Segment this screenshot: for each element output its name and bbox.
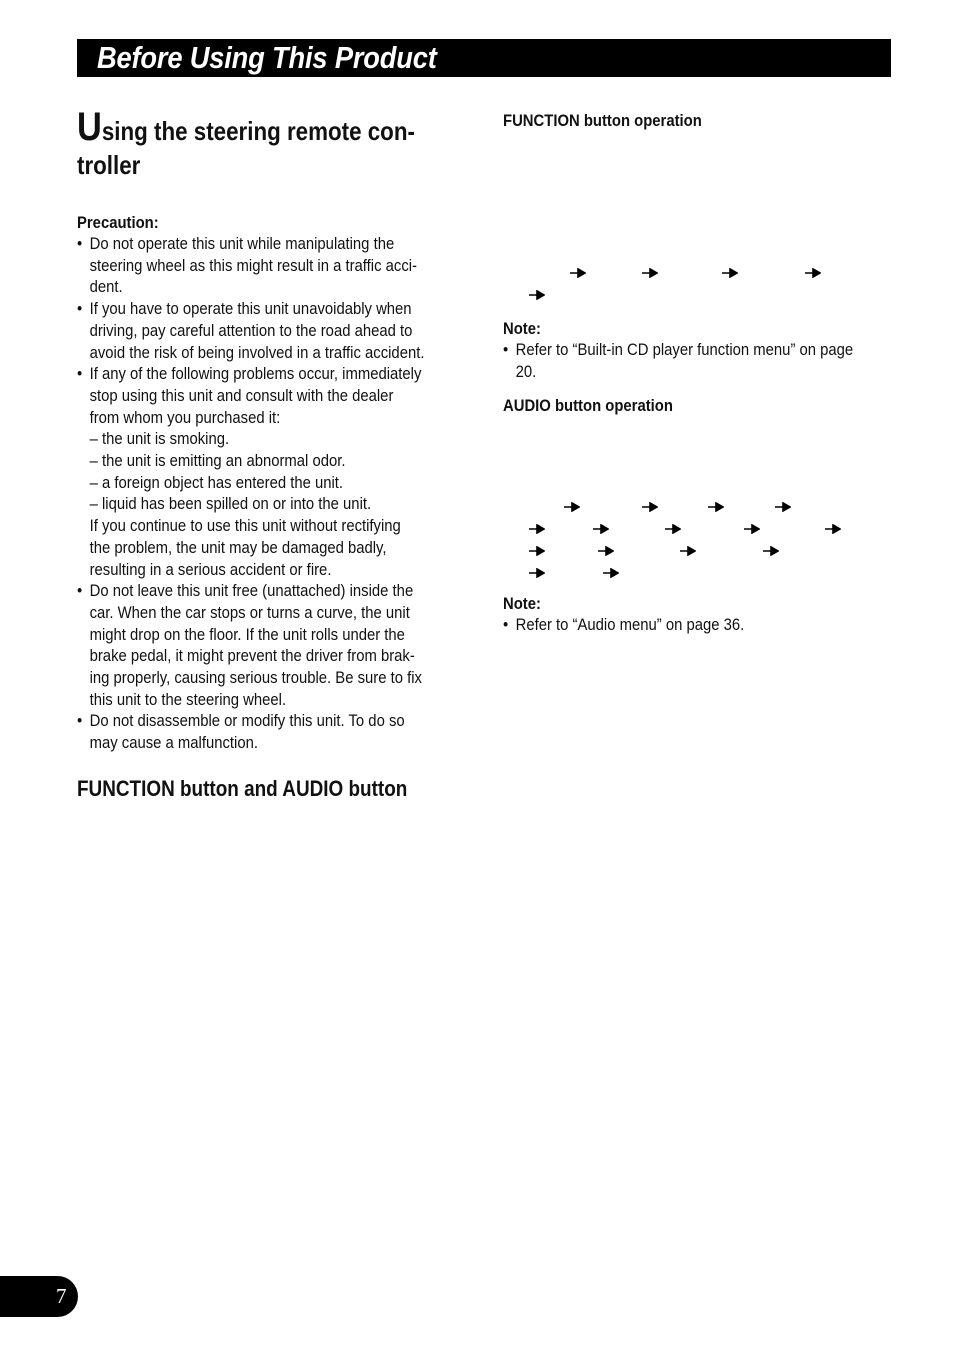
text-line: Do not leave this unit free (unattached) inside the: [89, 582, 414, 601]
bullet-icon: •: [77, 235, 83, 253]
function-note: [503, 340, 890, 383]
arrow-right-icon: [564, 502, 580, 512]
note-item: [503, 340, 890, 383]
arrow-right-icon: [665, 524, 681, 534]
text-line: dent.: [89, 278, 123, 297]
section-title-line1: sing the steering remote con-: [101, 116, 415, 146]
arrow-right-icon: [593, 524, 609, 534]
bullet-icon: •: [503, 616, 509, 635]
text-line: from whom you purchased it:: [89, 408, 281, 427]
problem-item: – a foreign object has entered the unit.: [89, 473, 344, 492]
precaution-item-1: [77, 234, 464, 299]
audio-sequence: [503, 417, 893, 593]
arrow-right-icon: [744, 524, 760, 534]
precaution-item-3: [77, 364, 464, 429]
problem-item: – the unit is smoking.: [89, 430, 230, 449]
bullet-icon: •: [77, 365, 83, 384]
audio-note: [503, 615, 890, 637]
text-line: this unit to the steering wheel.: [89, 690, 287, 709]
arrow-right-icon: [722, 268, 738, 278]
arrow-right-icon: [603, 568, 619, 578]
text-line: Do not operate this unit while manipulating the: [89, 235, 395, 253]
text-line: If you have to operate this unit unavoidably when: [89, 300, 412, 319]
audio-note-label: Note:: [503, 595, 541, 614]
arrow-right-icon: [529, 568, 545, 578]
note-item: [503, 615, 890, 637]
precaution-list: [77, 234, 464, 755]
arrow-right-icon: [825, 524, 841, 534]
text-line: 20.: [515, 362, 537, 381]
page-number: 7: [56, 1284, 67, 1308]
precaution-item-2: [77, 299, 464, 364]
arrow-right-icon: [763, 546, 779, 556]
function-note-label: Note:: [503, 320, 541, 338]
text-line: stop using this unit and consult with the dealer: [89, 386, 394, 405]
text-line: may cause a malfunction.: [89, 734, 258, 753]
text-line: Refer to “Built-in CD player function menu” on page: [515, 341, 854, 359]
arrow-right-icon: [642, 268, 658, 278]
page-number-tab: [0, 1276, 78, 1317]
subsection-title: FUNCTION button and AUDIO button: [77, 775, 408, 801]
text-line: If any of the following problems occur, immediately: [89, 365, 422, 384]
audio-op-title: AUDIO button operation: [503, 397, 673, 416]
function-op-title: FUNCTION button operation: [503, 112, 702, 130]
text-line: brake pedal, it might prevent the driver from brak-: [89, 647, 415, 666]
text-line: avoid the risk of being involved in a traffic accident.: [89, 343, 425, 362]
bullet-icon: •: [77, 582, 83, 601]
arrow-right-icon: [529, 524, 545, 534]
text-line: ing properly, causing serious trouble. Be sure to fix: [89, 669, 422, 688]
text-line: the problem, the unit may be damaged badly,: [89, 538, 387, 557]
arrow-right-icon: [708, 502, 724, 512]
function-sequence: [503, 132, 893, 296]
precaution-label: Precaution:: [77, 214, 159, 232]
arrow-right-icon: [805, 268, 821, 278]
bullet-icon: •: [77, 712, 83, 731]
page-header-title: Before Using This Product: [97, 40, 437, 75]
bullet-icon: •: [77, 300, 83, 319]
arrow-right-icon: [642, 502, 658, 512]
problem-item: – liquid has been spilled on or into the unit.: [89, 495, 372, 514]
text-line: Do not disassemble or modify this unit. To do so: [89, 712, 405, 731]
precaution-item-5: [77, 711, 464, 754]
right-column: [503, 110, 893, 637]
text-line: steering wheel as this might result in a traffic acci-: [89, 256, 417, 275]
arrow-right-icon: [775, 502, 791, 512]
precaution-item-4: [77, 581, 464, 711]
arrow-right-icon: [680, 546, 696, 556]
text-line: car. When the car stops or turns a curve, the unit: [89, 603, 410, 622]
section-title-line2: troller: [77, 150, 141, 180]
arrow-right-icon: [529, 546, 545, 556]
text-line: might drop on the floor. If the unit rolls under the: [89, 625, 405, 644]
bullet-icon: •: [503, 341, 509, 359]
arrow-right-icon: [570, 268, 586, 278]
left-column: [77, 105, 462, 803]
text-line: resulting in a serious accident or fire.: [89, 560, 332, 579]
text-line: Refer to “Audio menu” on page 36.: [515, 616, 745, 635]
section-title-initial: U: [77, 105, 102, 149]
arrow-right-icon: [529, 290, 545, 300]
problem-item: – the unit is emitting an abnormal odor.: [89, 452, 346, 471]
arrow-right-icon: [598, 546, 614, 556]
page-header-bar: [77, 39, 891, 77]
text-line: If you continue to use this unit without rectifying: [89, 517, 401, 536]
text-line: driving, pay careful attention to the road ahead to: [89, 321, 413, 340]
section-title: [77, 105, 464, 182]
